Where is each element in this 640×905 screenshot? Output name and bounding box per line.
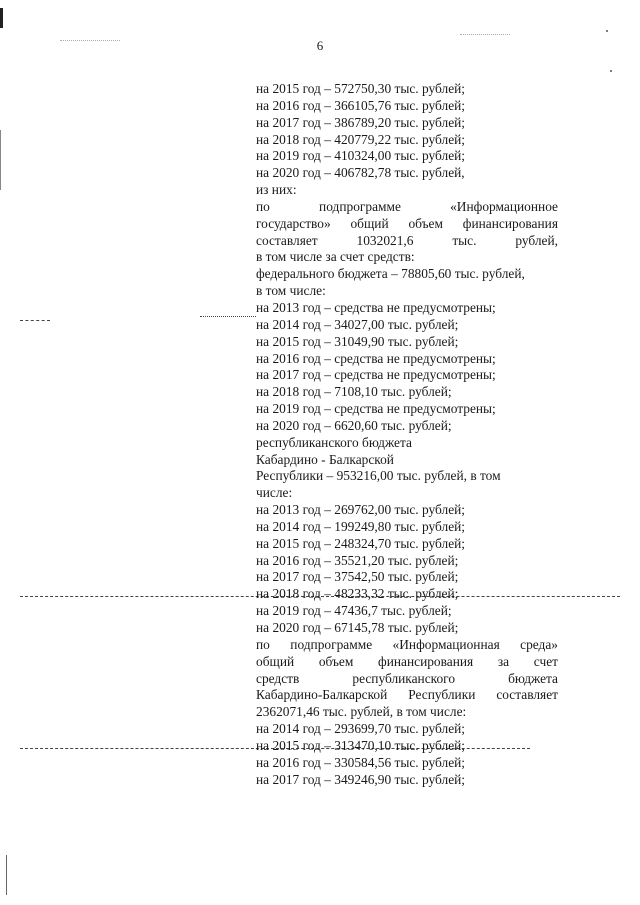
text-line-content: в том числе: — [256, 283, 326, 299]
text-line — [256, 317, 558, 334]
scan-speck-2 — [610, 70, 612, 72]
text-line-content: 2362071,46 тыс. рублей, в том числе: — [256, 704, 467, 720]
text-line-content: на 2017 год – 37542,50 тыс. рублей; — [256, 569, 459, 585]
text-line — [256, 115, 558, 132]
text-line — [256, 182, 558, 199]
text-line-content: на 2019 год – 410324,00 тыс. рублей; — [256, 148, 466, 164]
text-line — [256, 519, 558, 536]
text-line-content: на 2015 год – 313470,10 тыс. рублей; — [256, 737, 466, 753]
scan-speck-1 — [606, 30, 608, 32]
text-line — [256, 654, 558, 671]
text-line — [256, 351, 558, 368]
scan-mark-left-edge — [0, 130, 1, 190]
text-line-content: числе: — [256, 485, 293, 501]
text-line-content: Республики – 953216,00 тыс. рублей, в том — [256, 468, 501, 484]
text-line-content: составляет 1032021,6 тыс. рублей, — [256, 232, 558, 248]
scan-dash-5 — [60, 40, 120, 41]
text-line — [256, 367, 558, 384]
text-line-content: на 2017 год – 349246,90 тыс. рублей; — [256, 771, 466, 787]
text-line — [256, 418, 558, 435]
text-line — [256, 199, 558, 216]
scan-mark-bottom-left — [6, 855, 7, 895]
text-line — [256, 704, 558, 721]
text-line-content: на 2016 год – 366105,76 тыс. рублей; — [256, 97, 466, 113]
scan-dash-6 — [460, 34, 510, 35]
text-line — [256, 384, 558, 401]
text-line-content: из них: — [256, 182, 297, 198]
text-line-content: по подпрограмме «Информационное — [256, 198, 558, 214]
text-line — [256, 249, 558, 266]
text-line-content: на 2014 год – 293699,70 тыс. рублей; — [256, 721, 466, 737]
text-line — [256, 536, 558, 553]
page-number: 6 — [316, 38, 324, 53]
text-line — [256, 401, 558, 418]
text-line — [256, 216, 558, 233]
text-line — [256, 233, 558, 250]
text-line — [256, 721, 558, 738]
text-line-content: на 2016 год – 330584,56 тыс. рублей; — [256, 754, 466, 770]
text-line-content: по подпрограмме «Информационная среда» — [256, 636, 558, 652]
text-line — [256, 755, 558, 772]
text-line-content: на 2018 год – 7108,10 тыс. рублей; — [256, 384, 452, 400]
text-line — [256, 603, 558, 620]
scan-dash-1 — [20, 320, 50, 321]
text-line — [256, 586, 558, 603]
text-line — [256, 165, 558, 182]
text-line-content: Кабардино - Балкарской — [256, 451, 394, 467]
text-line-content: на 2015 год – 31049,90 тыс. рублей; — [256, 333, 459, 349]
text-line — [256, 502, 558, 519]
text-line — [256, 553, 558, 570]
text-line-content: на 2018 год – 420779,22 тыс. рублей; — [256, 131, 466, 147]
text-line — [256, 738, 558, 755]
text-line-content: на 2017 год – 386789,20 тыс. рублей; — [256, 114, 466, 130]
text-line-content: государство» общий объем финансирования — [256, 215, 558, 231]
text-line-content: общий объем финансирования за счет — [256, 653, 558, 669]
text-line — [256, 283, 558, 300]
scan-dash-2 — [200, 316, 256, 317]
text-line-content: на 2018 год – 48233,32 тыс. рублей; — [256, 586, 459, 602]
text-line-content: в том числе за счет средств: — [256, 249, 415, 265]
text-line — [256, 435, 558, 452]
text-line — [256, 148, 558, 165]
text-line — [256, 132, 558, 149]
text-line — [256, 300, 558, 317]
text-line — [256, 266, 558, 283]
text-line-content: на 2019 год – средства не предусмотрены; — [256, 401, 496, 417]
text-line-content: на 2014 год – 34027,00 тыс. рублей; — [256, 316, 459, 332]
text-line-content: на 2020 год – 67145,78 тыс. рублей; — [256, 620, 459, 635]
text-line — [256, 98, 558, 115]
text-line — [256, 620, 558, 637]
text-line-content: на 2013 год – 269762,00 тыс. рублей; — [256, 502, 466, 518]
text-line-content: на 2016 год – 35521,20 тыс. рублей; — [256, 552, 459, 568]
text-line — [256, 81, 558, 98]
text-line — [256, 569, 558, 586]
text-line — [256, 468, 558, 485]
text-line — [256, 485, 558, 502]
text-line — [256, 687, 558, 704]
text-line-content: на 2019 год – 47436,7 тыс. рублей; — [256, 603, 452, 619]
document-body — [256, 81, 558, 788]
scan-mark-top-left — [0, 8, 3, 28]
text-line — [256, 452, 558, 469]
text-line-content: на 2020 год – 406782,78 тыс. рублей, — [256, 165, 465, 181]
text-line — [256, 637, 558, 654]
text-line-content: на 2016 год – средства не предусмотрены; — [256, 350, 496, 366]
text-line — [256, 772, 558, 789]
text-line-content: федерального бюджета – 78805,60 тыс. рублей, — [256, 266, 525, 282]
text-line-content: республиканского бюджета — [256, 434, 412, 450]
text-line — [256, 671, 558, 688]
text-line — [256, 334, 558, 351]
text-line-content: на 2015 год – 572750,30 тыс. рублей; — [256, 81, 466, 96]
text-line-content: на 2015 год – 248324,70 тыс. рублей; — [256, 535, 466, 551]
text-line-content: на 2014 год – 199249,80 тыс. рублей; — [256, 518, 466, 534]
text-line-content: средств республиканского бюджета — [256, 670, 558, 686]
text-line-content: на 2013 год – средства не предусмотрены; — [256, 299, 496, 315]
text-line-content: Кабардино-Балкарской Республики составляет — [256, 687, 558, 703]
text-line-content: на 2017 год – средства не предусмотрены; — [256, 367, 496, 383]
text-line-content: на 2020 год – 6620,60 тыс. рублей; — [256, 417, 452, 433]
